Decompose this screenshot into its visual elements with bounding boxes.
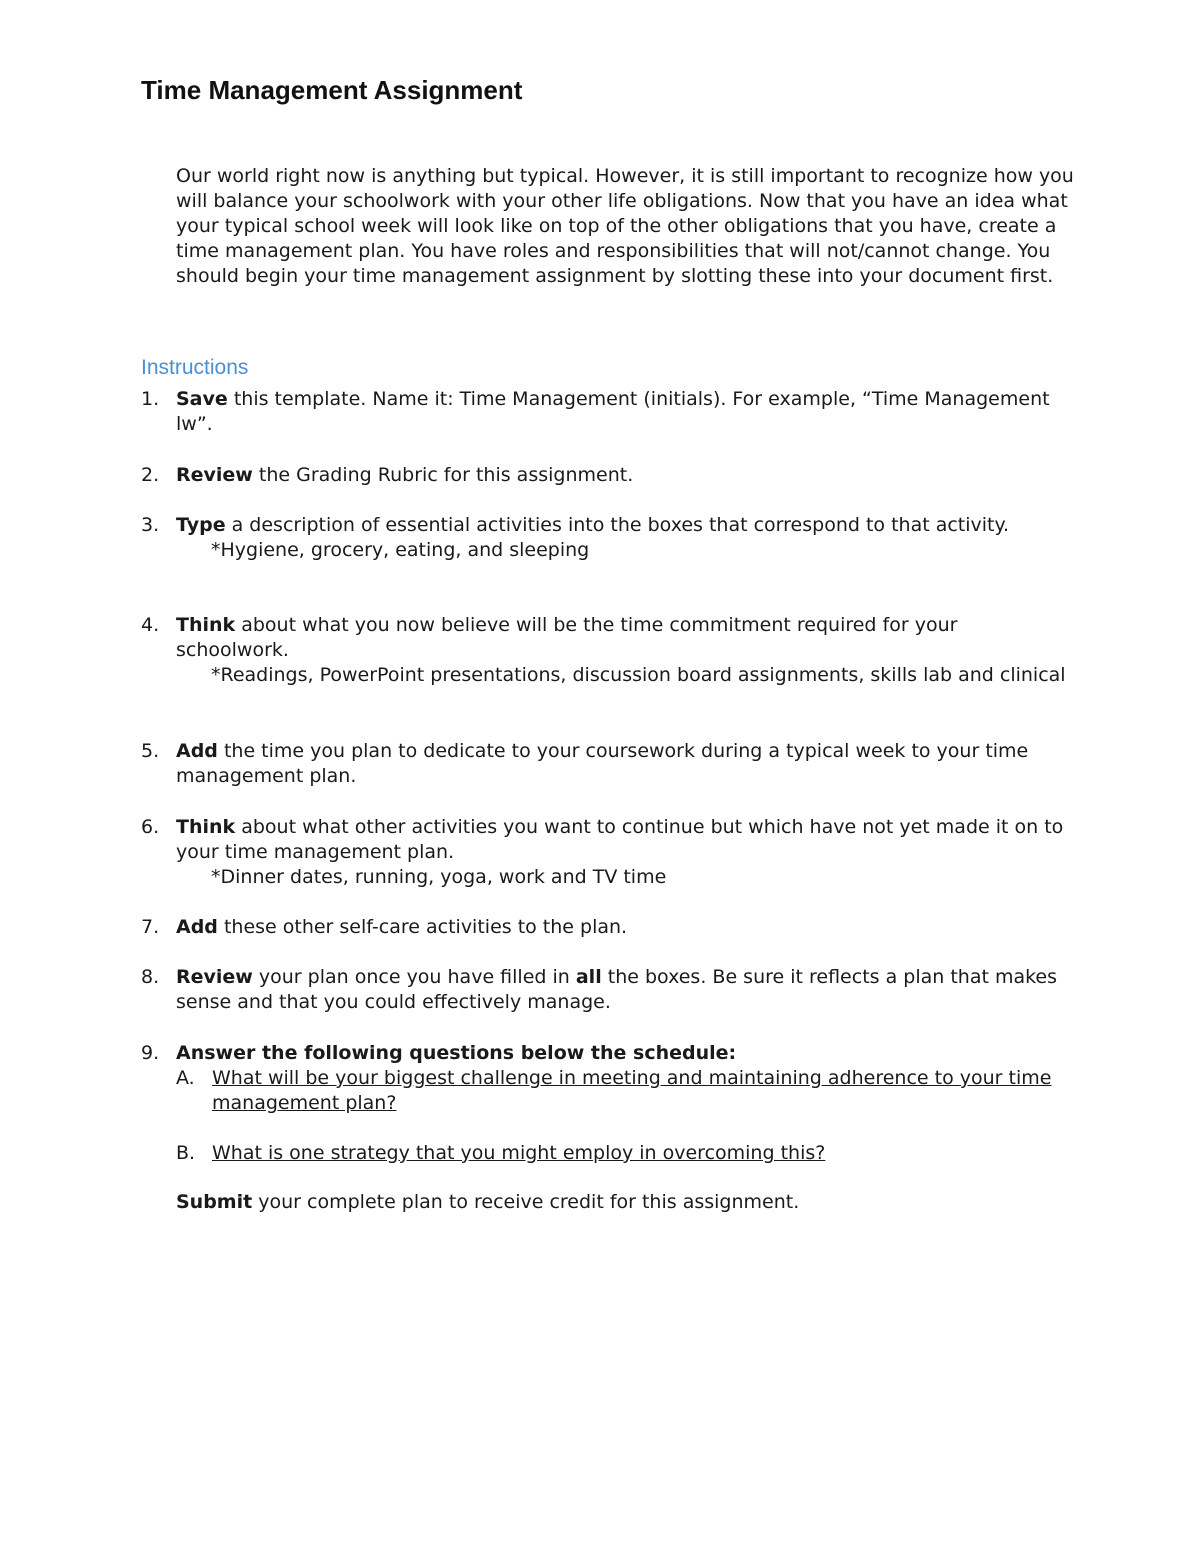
instruction-step — [141, 739, 1071, 789]
step-number: 9. — [141, 1042, 160, 1064]
step-example: *Readings, PowerPoint presentations, discussion board assignments, skills lab and clinical — [211, 664, 1066, 686]
step-number: 1. — [141, 388, 160, 410]
step-text: a description of essential activities into the boxes that correspond to that activity. — [225, 514, 1010, 536]
question-label: A. — [176, 1067, 195, 1089]
step-text: the boxes. Be sure it reflects a plan that makes sense and that you could effectively manage. — [176, 966, 1058, 1013]
instruction-step — [141, 915, 1071, 940]
intro-paragraph: Our world right now is anything but typical. However, it is still important to recognize how you will balance your schoolwork with your other life obligations. Now that you have an idea what your typical school week will look like on top of the other obligations that you have, create a time management plan. You have roles and responsibilities that will not/cannot change. You should begin your time management assignment by slotting these into your document first. — [176, 165, 1074, 287]
instruction-step — [141, 815, 1071, 890]
step-text: about what you now believe will be the time commitment required for your schoolwork. — [176, 614, 958, 661]
step-text: the time you plan to dedicate to your coursework during a typical week to your time management plan. — [176, 740, 1029, 787]
step-text: the Grading Rubric for this assignment. — [252, 464, 634, 486]
submit-verb: Submit — [176, 1191, 253, 1213]
question-text: What will be your biggest challenge in meeting and maintaining adherence to your time management plan? — [212, 1067, 1052, 1114]
step-number: 2. — [141, 464, 160, 486]
instruction-step — [141, 965, 1071, 1015]
step-verb: Save — [176, 388, 228, 410]
step-verb: Answer the following questions below the schedule: — [176, 1042, 737, 1064]
step-verb: Think — [176, 816, 236, 838]
step-verb: Add — [176, 916, 218, 938]
instructions-heading: Instructions — [141, 356, 249, 379]
step-emphasis: all — [575, 966, 602, 988]
question-label: B. — [176, 1142, 196, 1164]
instruction-step — [141, 1041, 1071, 1066]
step-verb: Add — [176, 740, 218, 762]
document-title: Time Management Assignment — [141, 75, 523, 105]
step-text: this template. Name it: Time Management (initials). For example, “Time Management lw”. — [176, 388, 1050, 435]
step-number: 7. — [141, 916, 160, 938]
step-text: about what other activities you want to continue but which have not yet made it on to your time management plan. — [176, 816, 1064, 863]
instruction-step — [141, 613, 1071, 688]
step-verb: Think — [176, 614, 236, 636]
step-number: 5. — [141, 740, 160, 762]
step-verb: Review — [176, 966, 253, 988]
instruction-step — [141, 463, 1071, 488]
step-text: these other self-care activities to the plan. — [217, 916, 628, 938]
submit-text: your complete plan to receive credit for this assignment. — [252, 1191, 800, 1213]
step-number: 6. — [141, 816, 160, 838]
step-number: 4. — [141, 614, 160, 636]
instruction-step — [141, 513, 1071, 563]
instruction-step — [141, 387, 1071, 437]
step-verb: Review — [176, 464, 253, 486]
step-example: *Dinner dates, running, yoga, work and TV time — [211, 866, 667, 888]
question-text: What is one strategy that you might employ in overcoming this? — [212, 1142, 826, 1164]
question-item — [176, 1066, 1076, 1116]
step-verb: Type — [176, 514, 226, 536]
step-text: your plan once you have filled in — [252, 966, 576, 988]
step-number: 3. — [141, 514, 160, 536]
submit-note — [176, 1190, 1076, 1215]
question-item — [176, 1141, 1076, 1166]
step-example: *Hygiene, grocery, eating, and sleeping — [211, 539, 590, 561]
step-number: 8. — [141, 966, 160, 988]
